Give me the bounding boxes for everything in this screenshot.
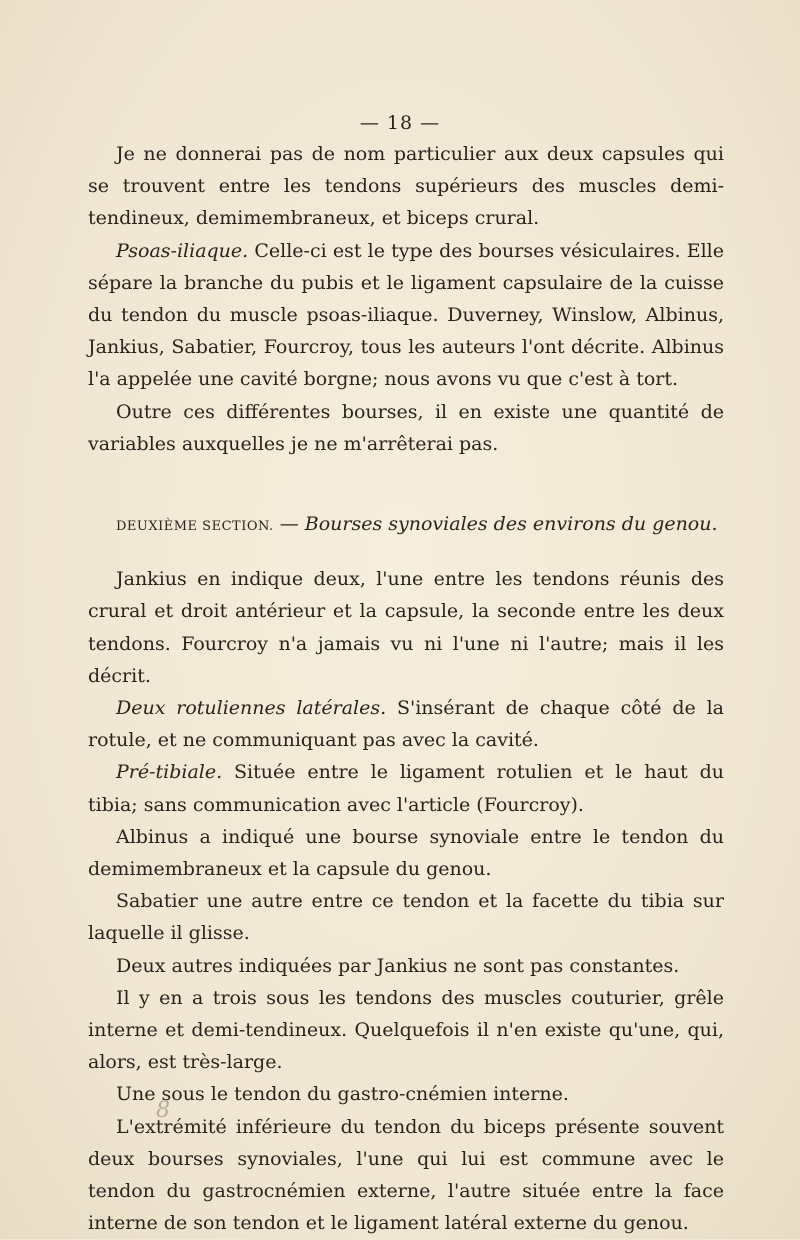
paragraph [88, 1078, 724, 1110]
paragraph-text: Albinus a indiqué une bourse synoviale entre le tendon du demimembraneux et la capsule du genou. [88, 825, 724, 881]
paragraph-lead: Pré-tibiale. [116, 761, 223, 784]
paragraph [88, 692, 724, 756]
page-number: — 18 — [359, 112, 441, 134]
paragraph [88, 396, 724, 460]
paragraph [88, 1111, 724, 1240]
paragraph [88, 138, 724, 235]
paragraph [88, 235, 724, 396]
paragraph [88, 756, 724, 820]
paragraph-text: Outre ces différentes bourses, il en existe une quantité de variables auxquelles je ne m'arrêterai pas. [88, 400, 724, 455]
paragraph [88, 821, 724, 885]
section-heading [88, 508, 724, 543]
paragraph-text: Une sous le tendon du gastro-cnémien interne. [116, 1083, 569, 1106]
paragraph-text: S'insérant de chaque côté de la rotule, et ne communiquant pas avec la cavité. [88, 697, 724, 752]
paragraph-text: Deux autres indiquées par Jankius ne sont pas constantes. [116, 954, 680, 977]
section-label: DEUXIÈME SECTION. [116, 519, 274, 535]
section-dash: — [273, 513, 305, 536]
paragraph-text: Je ne donnerai pas de nom particulier aux deux capsules qui se trouvent entre les tendons supérieurs des muscles demi-tendineux, demimembraneux, et biceps crural. [88, 143, 724, 230]
paragraph [88, 885, 724, 949]
paragraph [88, 982, 724, 1079]
paragraph-text: Située entre le ligament rotulien et le haut du tibia; sans communication avec l'article (Fourcroy). [88, 761, 724, 816]
paragraph-text: Celle-ci est le type des bourses vésiculaires. Elle sépare la branche du pubis et le ligament capsulaire de la cuisse du tendon du muscle psoas-iliaque. Duverney, Winslow, Albinus, Jankius, Sabatier, Fourcroy, tous les auteurs l'ont décrite. Albinus l'a appelée une cavité borgne; nous avons vu que c'est à tort. [88, 239, 724, 391]
body-text [88, 138, 724, 1240]
paragraph [88, 563, 724, 692]
paragraph-text: Jankius en indique deux, l'une entre les tendons réunis des crural et droit antérieur et la capsule, la seconde entre les deux tendons. Fourcroy n'a jamais vu ni l'une ni l'autre; mais il les décrit. [88, 568, 724, 687]
paragraph-text: L'extrémité inférieure du tendon du biceps présente souvent deux bourses synoviales, l'une qui lui est commune avec le tendon du gastrocnémien externe, l'autre située entre la face interne de son tendon et le ligament latéral externe du genou. [88, 1115, 724, 1235]
paragraph-text: Sabatier une autre entre ce tendon et la facette du tibia sur laquelle il glisse. [88, 890, 724, 945]
paragraph-text: Il y en a trois sous les tendons des muscles couturier, grêle interne et demi-tendineux. Quelquefois il n'en existe qu'une, qui, alors, est très-large. [88, 986, 724, 1074]
section-title: Bourses synoviales des environs du genou. [304, 513, 718, 536]
paragraph-lead: Deux rotuliennes latérales. [116, 697, 387, 720]
paragraph [88, 950, 724, 982]
margin-mark: 8 [156, 1098, 170, 1123]
paragraph-lead: Psoas-iliaque. [116, 239, 249, 262]
